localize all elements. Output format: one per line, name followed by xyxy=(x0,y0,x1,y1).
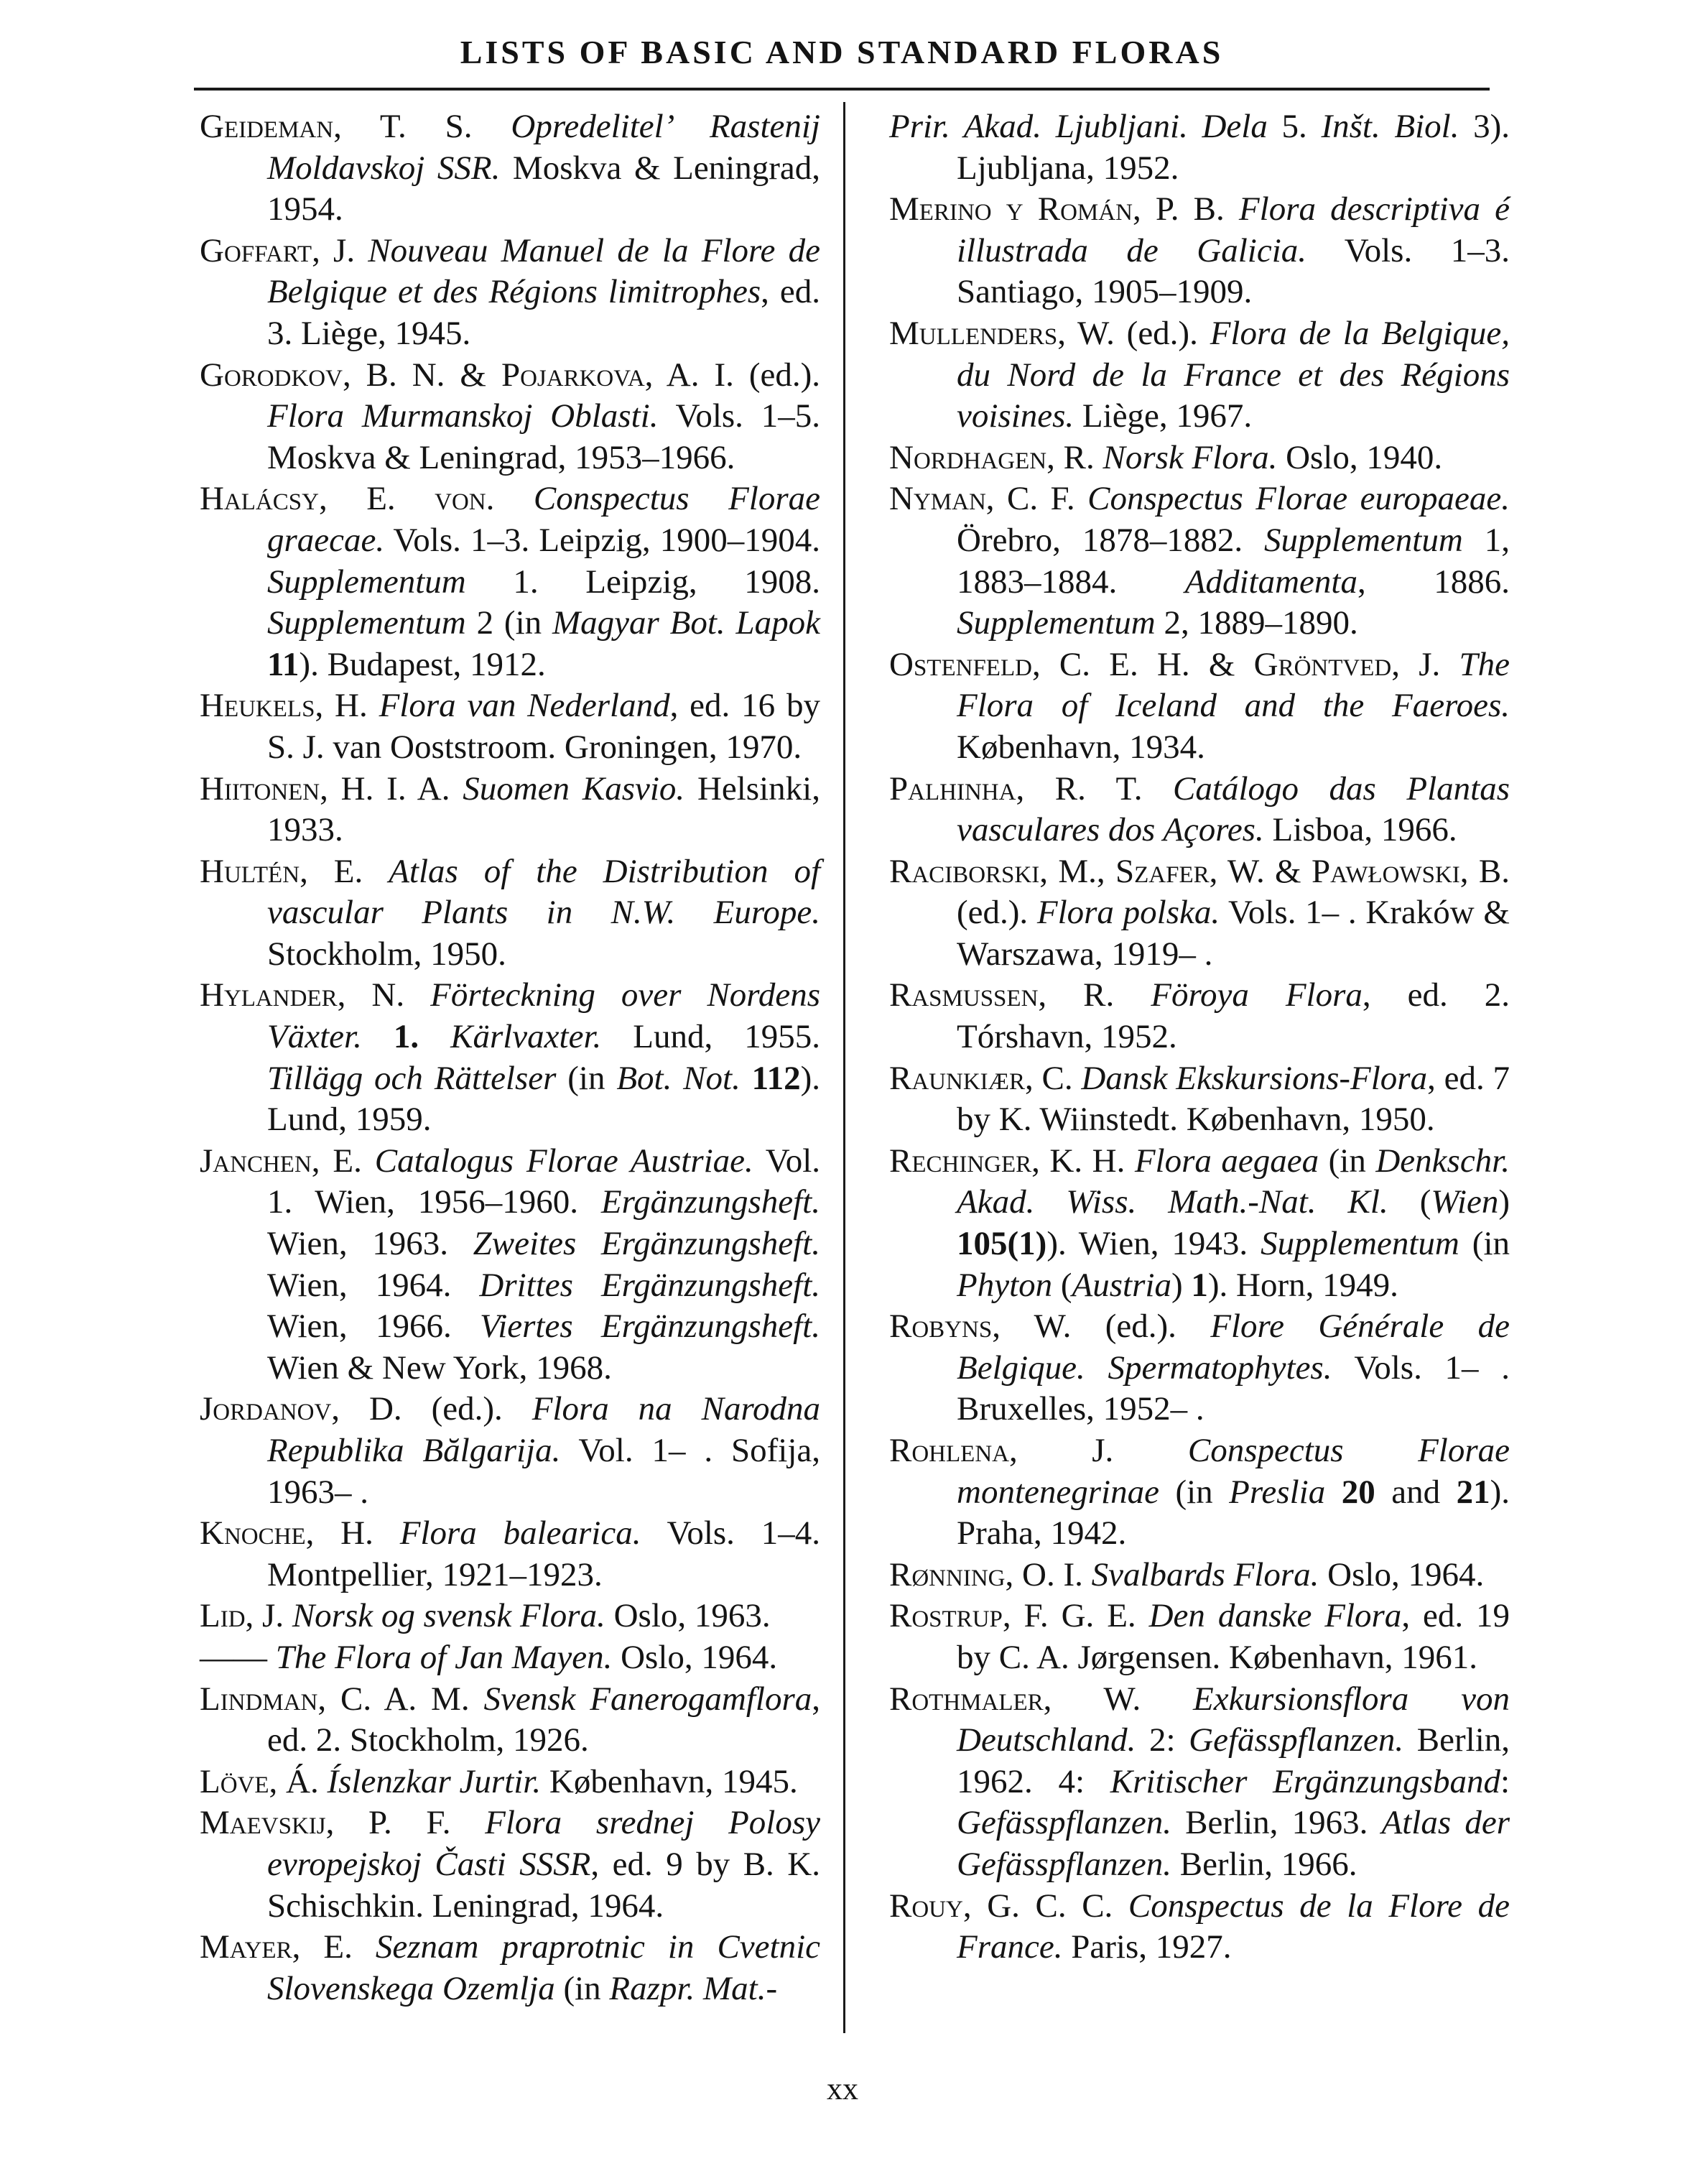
entry-author: Hiitonen xyxy=(200,769,320,808)
bibliography-entry: Lindman, C. A. M. Svensk Fanerogamflora, ed. 2. Stockholm, 1926. xyxy=(200,1680,820,1759)
entry-author: Rønning xyxy=(889,1555,1006,1593)
entry-author: Geideman xyxy=(200,108,334,145)
bibliography-entry: Rouy, G. C. C. Conspectus de la Flore de France. Paris, 1927. xyxy=(889,1887,1510,1966)
entry-author: Nyman xyxy=(889,480,986,518)
bibliography-entry: Jordanov, D. (ed.). Flora na Narodna Republika Bălgarija. Vol. 1– . Sofija, 1963– . xyxy=(200,1390,820,1511)
bibliography-entry: Hiitonen, H. I. A. Suomen Kasvio. Helsinki, 1933. xyxy=(200,769,820,849)
bibliography-entry: Raciborski, M., Szafer, W. & Pawłowski, B. (ed.). Flora polska. Vols. 1– . Kraków & Warszawa, 1919– . xyxy=(889,852,1510,973)
bibliography-entry: Hultén, E. Atlas of the Distribution of vascular Plants in N.W. Europe. Stockholm, 1950. xyxy=(200,852,821,973)
bibliography-entry: Lid, J. Norsk og svensk Flora. Oslo, 1963. xyxy=(200,1597,771,1635)
entry-author: Lid xyxy=(200,1597,246,1635)
page-number: xx xyxy=(827,2071,858,2106)
bibliography-entry: Goffart, J. Nouveau Manuel de la Flore de Belgique et des Régions limitrophes, ed. 3. Liège, 1945. xyxy=(200,231,820,352)
entry-author: Palhinha xyxy=(889,769,1016,808)
entry-author: Knoche xyxy=(200,1514,306,1553)
bibliography-entry: Heukels, H. Flora van Nederland, ed. 16 by S. J. van Ooststroom. Groningen, 1970. xyxy=(200,687,820,766)
entry-author: Rechinger xyxy=(889,1142,1032,1180)
entry-author: Nordhagen xyxy=(889,438,1047,476)
entry-author: Rostrup xyxy=(889,1597,1003,1635)
entry-author: —— xyxy=(200,1638,267,1676)
bibliography-entry: Merino y Román, P. B. Flora descriptiva é illustrada de Galicia. Vols. 1–3. Santiago, 1905–1909. xyxy=(889,190,1510,311)
bibliography-entry: Rohlena, J. Conspectus Florae montenegrinae (in Preslia 20 and 21). Praha, 1942. xyxy=(889,1432,1510,1553)
bibliography-entry: Prir. Akad. Ljubljani. Dela 5. Inšt. Biol. 3). Ljubljana, 1952. xyxy=(889,108,1510,187)
column-divider xyxy=(843,102,845,2033)
bibliography-entry: Geideman, T. S. Opredelitel’ Rastenij Moldavskoj SSR. Moskva & Leningrad, 1954. xyxy=(200,108,821,228)
bibliography-entry: Mullenders, W. (ed.). Flora de la Belgique, du Nord de la France et des Régions voisines. Liège, 1967. xyxy=(889,314,1510,435)
entry-author: Merino y Román xyxy=(889,190,1133,228)
entry-author: Ostenfeld xyxy=(889,645,1032,683)
page-header: LISTS OF BASIC AND STANDARD FLORAS xyxy=(460,34,1224,70)
bibliography-entry: Hylander, N. Förteckning over Nordens Växter. 1. Kärlvaxter. Lund, 1955. Tillägg och Rättelser (in Bot. Not. 112). Lund, 1959. xyxy=(200,976,821,1139)
bibliography-entry: Halácsy, E. von. Conspectus Florae graecae. Vols. 1–3. Leipzig, 1900–1904. Supplementum 1. Leipzig, 1908. Supplementum 2 (in Magyar Bot. Lapok 11). Budapest, 1912. xyxy=(200,480,820,683)
entry-author: Rothmaler xyxy=(889,1680,1044,1718)
bibliography-entry: Raunkiær, C. Dansk Ekskursions-Flora, ed. 7 by K. Wiinstedt. København, 1950. xyxy=(889,1059,1510,1139)
entry-author: Mullenders xyxy=(889,314,1058,352)
left-column xyxy=(200,106,820,2009)
bibliography-entry: Nyman, C. F. Conspectus Florae europaeae. Örebro, 1878–1882. Supplementum 1, 1883–1884. Additamenta, 1886. Supplementum 2, 1889–1890. xyxy=(889,480,1510,642)
header-rule xyxy=(194,88,1490,91)
entry-author: Rouy xyxy=(889,1887,963,1925)
entry-author: Rasmussen xyxy=(889,976,1039,1014)
entry-author: Rohlena xyxy=(889,1432,1009,1469)
entry-author: Heukels xyxy=(200,687,315,725)
bibliography-entry: Nordhagen, R. Norsk Flora. Oslo, 1940. xyxy=(889,438,1443,476)
entry-author: Raunkiær xyxy=(889,1059,1026,1097)
bibliography-entry: Rothmaler, W. Exkursionsflora von Deutschland. 2: Gefässpflanzen. Berlin, 1962. 4: Kritischer Ergänzungsband: Gefässpflanzen. Berlin, 1963. Atlas der Gefässpflanzen. Berlin, 1966. xyxy=(889,1680,1510,1883)
bibliography-entry: Rostrup, F. G. E. Den danske Flora, ed. 19 by C. A. Jørgensen. København, 1961. xyxy=(889,1597,1510,1676)
bibliography-entry: Rasmussen, R. Föroya Flora, ed. 2. Tórshavn, 1952. xyxy=(889,976,1510,1056)
bibliography-entry: Palhinha, R. T. Catálogo das Plantas vasculares dos Açores. Lisboa, 1966. xyxy=(889,769,1510,849)
bibliography-entry: Löve, Á. Íslenzkar Jurtir. København, 1945. xyxy=(200,1762,798,1800)
bibliography-entry: Mayer, E. Seznam praprotnic in Cvetnic Slovenskega Ozemlja (in Razpr. Mat.- xyxy=(200,1928,820,2007)
bibliography-entry: Rønning, O. I. Svalbards Flora. Oslo, 1964. xyxy=(889,1555,1485,1593)
entry-author: Janchen xyxy=(200,1142,312,1180)
entry-author: Halácsy xyxy=(200,480,319,518)
bibliography-entry: Janchen, E. Catalogus Florae Austriae. Vol. 1. Wien, 1956–1960. Ergänzungsheft. Wien, 1963. Zweites Ergänzungsheft. Wien, 1964. Drittes Ergänzungsheft. Wien, 1966. Viertes Ergänzungsheft. Wien & New York, 1968. xyxy=(200,1142,821,1387)
bibliography-entry: Ostenfeld, C. E. H. & Gröntved, J. The Flora of Iceland and the Faeroes. København, 1934. xyxy=(889,645,1510,766)
entry-author: Maevskij xyxy=(200,1804,326,1842)
bibliography-entry: Gorodkov, B. N. & Pojarkova, A. I. (ed.). Flora Murmanskoj Oblasti. Vols. 1–5. Moskva & Leningrad, 1953–1966. xyxy=(200,356,820,476)
entry-author: Lindman xyxy=(200,1680,318,1718)
entry-author: Jordanov xyxy=(200,1390,332,1428)
entry-author: Robyns xyxy=(889,1308,993,1346)
entry-author: Hylander xyxy=(200,976,338,1014)
entry-author: Löve xyxy=(200,1762,269,1800)
bibliography-entry: —— The Flora of Jan Mayen. Oslo, 1964. xyxy=(200,1638,778,1676)
bibliography-entry: Knoche, H. Flora balearica. Vols. 1–4. Montpellier, 1921–1923. xyxy=(200,1514,820,1593)
entry-author: Goffart xyxy=(200,231,312,269)
entry-author: Gorodkov xyxy=(200,356,343,394)
entry-author: Hultén xyxy=(200,852,300,890)
bibliography-entry: Robyns, W. (ed.). Flore Générale de Belgique. Spermatophytes. Vols. 1– . Bruxelles, 1952– . xyxy=(889,1308,1510,1428)
bibliography-entry: Rechinger, K. H. Flora aegaea (in Denkschr. Akad. Wiss. Math.-Nat. Kl. (Wien) 105(1)). Wien, 1943. Supplementum (in Phyton (Austria) 1). Horn, 1949. xyxy=(889,1142,1510,1304)
entry-author: Raciborski xyxy=(889,852,1040,890)
right-column xyxy=(889,106,1510,1968)
bibliography-entry: Maevskij, P. F. Flora srednej Polosy evropejskoj Časti SSSR, ed. 9 by B. K. Schischkin. Leningrad, 1964. xyxy=(200,1804,820,1925)
entry-author: Mayer xyxy=(200,1928,292,1966)
